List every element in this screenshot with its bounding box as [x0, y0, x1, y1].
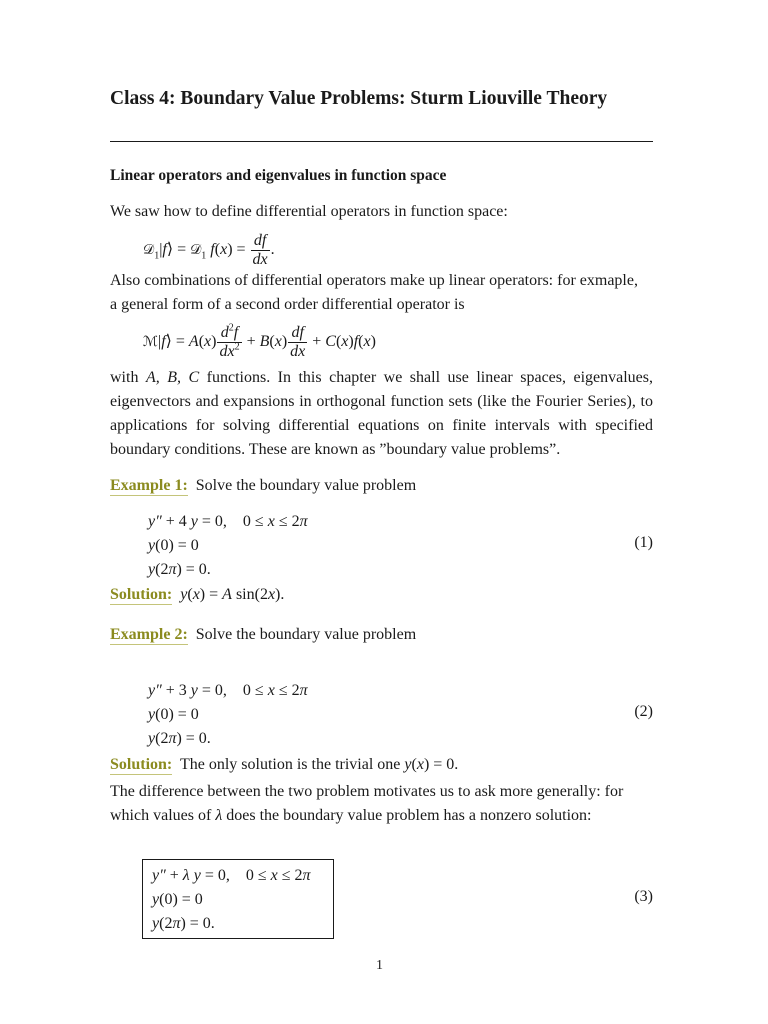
- equation-second-order-operator: ℳ|f⟩ = A(x) $\frac{d^2f}{dx^2}$ + B(x) $\frac{df}{dx}$ + C(x)f(x): [143, 322, 376, 360]
- paragraph-combinations-line1: Also combinations of differential operators make up linear operators: for exmaple,: [110, 272, 638, 289]
- example2-solution: Solution: The only solution is the trivial one y(x) = 0.: [110, 756, 459, 773]
- example1-statement: Example 1: Solve the boundary value problem: [110, 477, 417, 494]
- example1-equations: y″ + 4 y = 0, 0 ≤ x ≤ 2π y(0) = 0 y(2π) = 0.: [148, 513, 308, 578]
- solution1-label: Solution:: [110, 586, 173, 603]
- section-heading: Linear operators and eigenvalues in function space: [110, 167, 447, 184]
- page-number: 1: [376, 958, 383, 973]
- equation-number-3: (3): [634, 888, 653, 905]
- title-divider: [110, 141, 653, 142]
- example2-statement: Example 2: Solve the boundary value problem: [110, 626, 417, 643]
- example1-solution: Solution: y(x) = A sin(2x).: [110, 586, 285, 603]
- equation-d1-operator: 𝒟$_1$|f⟩ = 𝒟$_1$ f(x) = $\frac{df}{dx}$ .: [143, 232, 275, 268]
- page-title: Class 4: Boundary Value Problems: Sturm Liouville Theory: [110, 88, 608, 109]
- eigenvalue-problem-equations: y″ + λ y = 0, 0 ≤ x ≤ 2π y(0) = 0 y(2π) = 0.: [152, 867, 311, 932]
- paragraph-generalization-line2: which values of λ does the boundary value problem has a nonzero solution:: [110, 807, 592, 824]
- paragraph-chapter-intro: with A, B, C functions. In this chapter we shall use linear spaces, eigenvalues, eigenvectors and expansions in orthogonal function sets (like the Fourier Series), to applications for solving differential equations on finite intervals with specified boundary conditions. These are known as ”boundary value problems”.: [110, 369, 654, 458]
- paragraph-intro: We saw how to define differential operators in function space:: [110, 203, 508, 220]
- paragraph-combinations-line2: a general form of a second order differential operator is: [110, 296, 465, 313]
- example1-label: Example 1:: [110, 477, 188, 494]
- boxed-equation: [142, 859, 334, 939]
- paragraph-generalization-line1: The difference between the two problem motivates us to ask more generally: for: [110, 783, 624, 800]
- example2-label: Example 2:: [110, 626, 188, 643]
- equation-number-1: (1): [634, 534, 653, 551]
- solution2-label: Solution:: [110, 756, 173, 773]
- example2-equations: y″ + 3 y = 0, 0 ≤ x ≤ 2π y(0) = 0 y(2π) = 0.: [148, 682, 308, 747]
- equation-number-2: (2): [634, 703, 653, 720]
